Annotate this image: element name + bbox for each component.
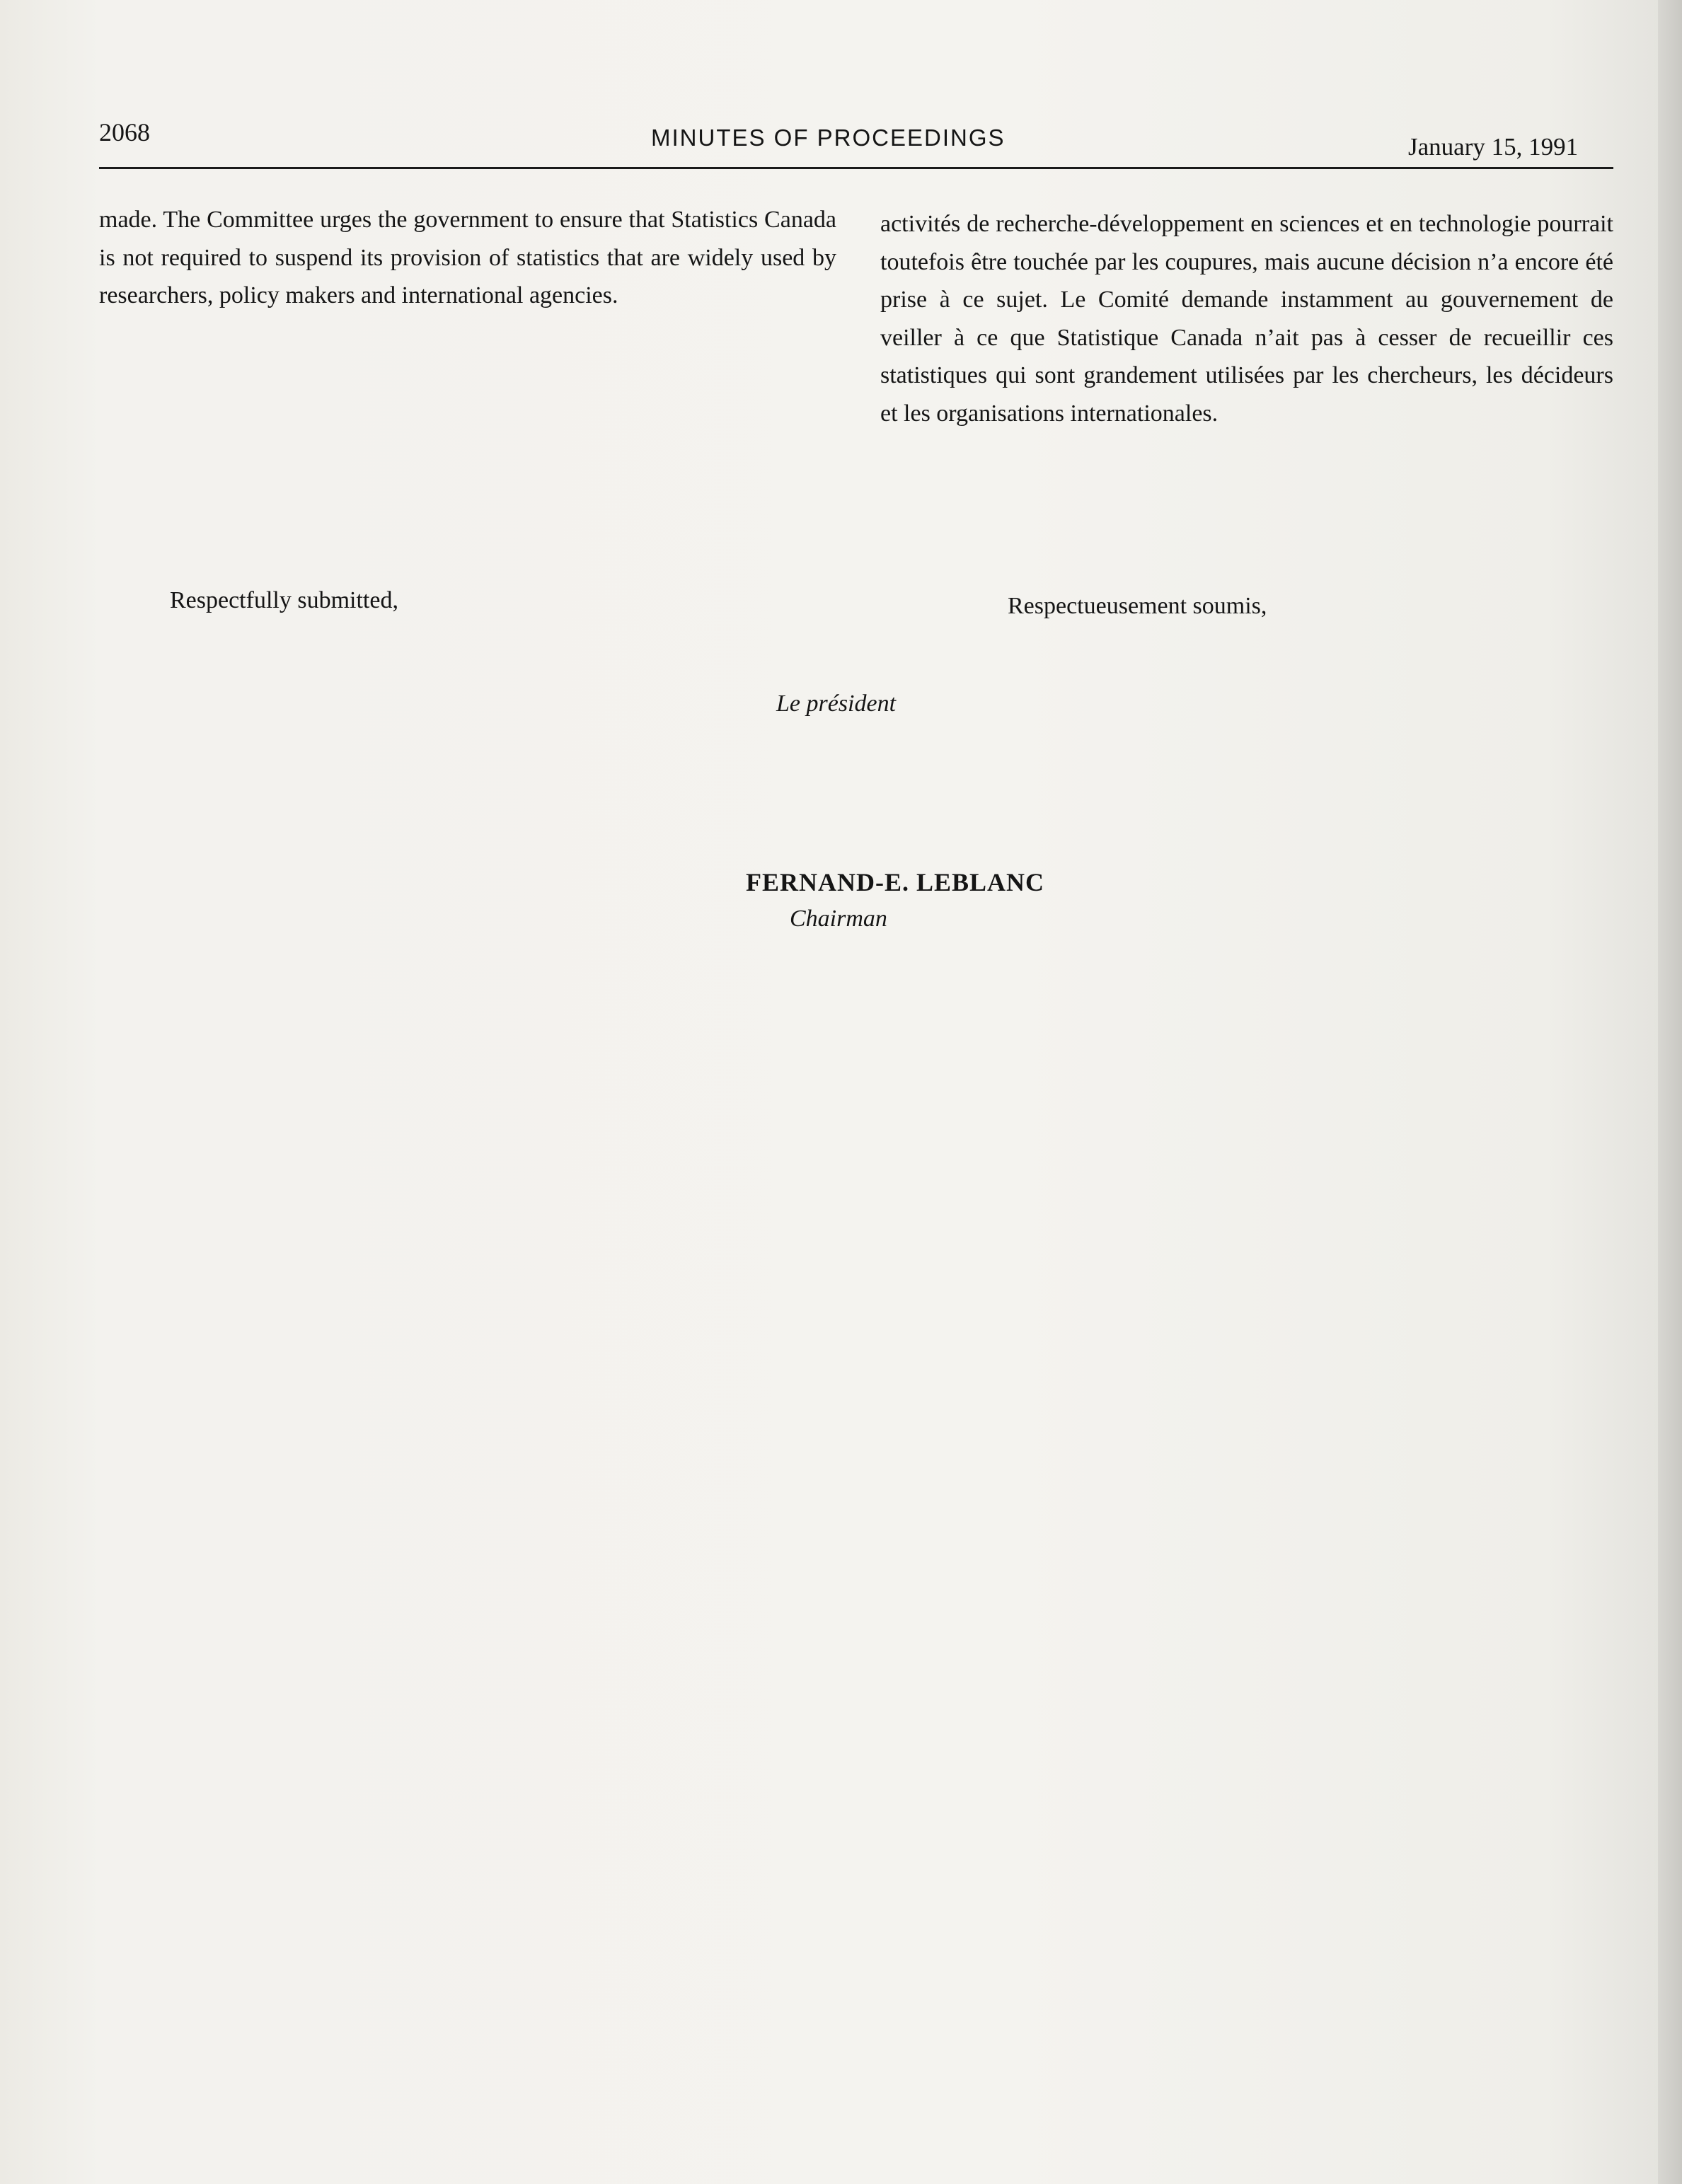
signature-title-french: Le président: [776, 691, 897, 717]
english-column: [99, 201, 836, 315]
signature-title-english: Chairman: [790, 906, 887, 932]
closing-english: Respectfully submitted,: [170, 587, 398, 613]
french-paragraph: activités de recherche-développement en sciences et en technologie pourrait toutefois être touchée par les coupures, mais aucune décision n’a encore été prise à ce sujet. Le Comité demande instamment au gouvernement de veiller à ce que Statistique Canada n’ait pas à cesser de recueillir ces statistiques qui sont grandement utilisées par les chercheurs, les décideurs et les organisations internationales.: [880, 211, 1613, 427]
french-column: [880, 205, 1613, 432]
header-rule: [99, 167, 1613, 169]
closing-french: Respectueusement soumis,: [1008, 593, 1267, 619]
page-edge-shadow: [1658, 0, 1682, 2184]
english-paragraph: made. The Committee urges the government to ensure that Statistics Canada is not required to suspend its provision of statistics that are widely used by researchers, policy makers and international agencies.: [99, 207, 836, 308]
page-number: 2068: [99, 118, 150, 146]
running-title: MINUTES OF PROCEEDINGS: [651, 125, 1006, 151]
running-date: January 15, 1991: [1408, 133, 1579, 161]
signatory-name: FERNAND-E. LEBLANC: [746, 868, 1045, 896]
